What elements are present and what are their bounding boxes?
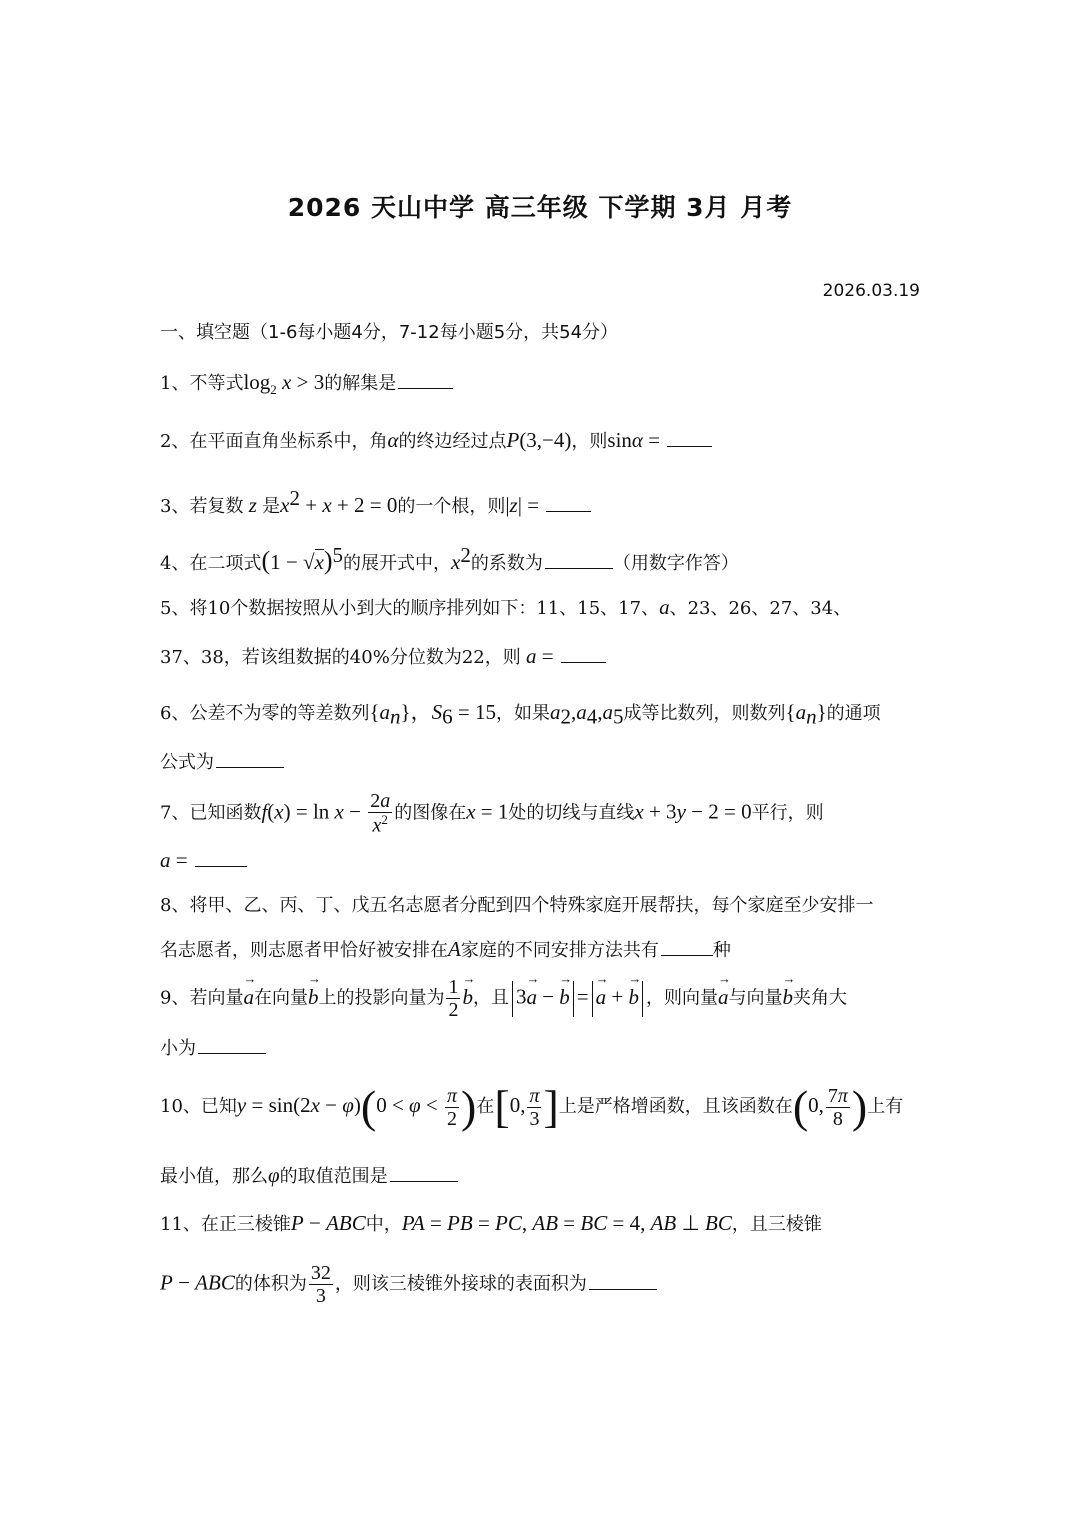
question-10-line-2: 最小值，那么φ的取值范围是 [160,1163,940,1188]
question-5-line-2: 37、38，若该组数据的40%分位数为22，则 a = [160,644,940,669]
answer-blank[interactable] [398,387,453,389]
question-2: 2、在平面直角坐标系中，角α的终边经过点P(3,−4)，则sinα = [160,428,940,453]
answer-blank[interactable] [661,954,713,956]
question-8-line-1: 8、将甲、乙、丙、丁、戊五名志愿者分配到四个特殊家庭开展帮扶，每个家庭至少安排一 [160,895,874,916]
question-7-line-2: a = [160,848,940,873]
section-heading: 一、填空题（1-6每小题4分，7-12每小题5分，共54分） [160,322,619,343]
answer-blank[interactable] [195,865,247,867]
question-11-line-2: P − ABC的体积为 $\frac{32}{3}$ ，则该三棱锥外接球的表面积为 [160,1262,940,1307]
question-11-line-1: 11、在正三棱锥P − ABC中，PA = PB = PC, AB = BC = 4, AB ⊥ BC，且三棱锥 [160,1211,822,1235]
question-1: 1、不等式$\log_2 x > 3$的解集是 [160,370,940,398]
question-9-line-1: 9、若向量→ a在向量→ b上的投影向量为 $\frac{1}{2}$ → b，且 3→ a − → b =→ a + → b ，则向量→ a与向量→ b夹角大 [160,976,940,1021]
question-9-line-2: 小为 [160,1038,940,1060]
exam-date: 2026.03.19 [822,281,920,301]
question-6-line-1: 6、公差不为零的等差数列$\{a_n\}$，$S_6 = 15$，如果$a_2,a_4,a_5$成等比数列，则数列$\{a_n\}$的通项 [160,700,881,729]
exam-title: 2026 天山中学 高三年级 下学期 3月 月考 [287,193,793,222]
question-10-line-1: 10、已知y = sin(2x − φ)(0 < φ < $\frac{\pi}{2}$ )在[0, $\frac{\pi}{3}$ ]上是严格增函数，且该函数在(0, $\frac{7\pi}{8}$ )上有 [160,1081,904,1132]
question-6-line-2: 公式为 [160,752,940,774]
answer-blank[interactable] [545,567,613,569]
question-8-line-2: 名志愿者，则志愿者甲恰好被安排在A家庭的不同安排方法共有 种 [160,937,731,961]
question-4: 4、在二项式$(1 - √x)^5$的展开式中，$x^2$的系数为 （用数字作答） [160,543,739,575]
answer-blank[interactable] [546,510,591,512]
answer-blank[interactable] [667,445,712,447]
answer-blank[interactable] [216,766,284,768]
question-3: 3、若复数 z 是$x^2 + x + 2 = 0$的一个根，则|z| = [160,486,940,518]
question-5-line-1: 5、将10个数据按照从小到大的顺序排列如下：11、15、17、a、23、26、27、34、 [160,595,852,619]
answer-blank[interactable] [390,1180,458,1182]
answer-blank[interactable] [589,1288,657,1290]
answer-blank[interactable] [198,1052,266,1054]
question-7-line-1: 7、已知函数f(x) = ln x − $\frac{2a}{x^2}$ 的图像在x = 1处的切线与直线x + 3y − 2 = 0平行，则 [160,790,824,837]
answer-blank[interactable] [561,661,606,663]
